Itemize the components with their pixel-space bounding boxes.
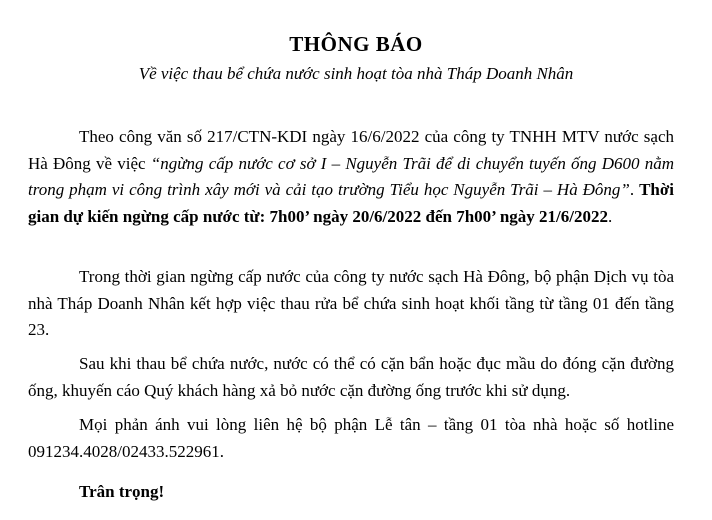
paragraph-cleaning: Trong thời gian ngừng cấp nước của công ty nước sạch Hà Đông, bộ phận Dịch vụ tòa nhà Tháp Doanh Nhân kết hợp việc thau rửa bể chứa sinh hoạt khối tầng từ tầng 01 đến tầng 23. bbox=[28, 267, 674, 339]
notice-title: THÔNG BÁO bbox=[289, 32, 423, 56]
paragraph-announcement-end: . bbox=[607, 206, 613, 226]
paragraph-announcement-separator: . bbox=[629, 180, 640, 199]
paragraph-announcement bbox=[28, 124, 674, 230]
closing-greeting: Trân trọng! bbox=[79, 482, 165, 501]
paragraph-announcement-schedule: Thời gian dự kiến ngừng cấp nước từ: 7h00’ ngày 20/6/2022 đến 7h00’ ngày 21/6/2022 bbox=[28, 180, 675, 226]
notice-subtitle: Về việc thau bể chứa nước sinh hoạt tòa nhà Tháp Doanh Nhân bbox=[138, 64, 574, 83]
paragraph-contact: Mọi phản ánh vui lòng liên hệ bộ phận Lễ tân – tầng 01 tòa nhà hoặc số hotline 091234.4028/02433.522961. bbox=[28, 415, 674, 461]
paragraph-advice: Sau khi thau bể chứa nước, nước có thể có cặn bẩn hoặc đục mầu do đóng cặn đường ống, khuyến cáo Quý khách hàng xả bỏ nước cặn đường ống trước khi sử dụng. bbox=[28, 354, 674, 400]
paragraph-announcement-quote: “ngừng cấp nước cơ sở I – Nguyễn Trãi để di chuyển tuyến ống D600 nằm trong phạm vi công trình xây mới và cải tạo trường Tiểu học Nguyễn Trãi – Hà Đông” bbox=[28, 153, 675, 199]
paragraph-announcement-text: Theo công văn số 217/CTN-KDI ngày 16/6/2022 của công ty TNHH MTV nước sạch Hà Đông về việc bbox=[28, 127, 674, 173]
